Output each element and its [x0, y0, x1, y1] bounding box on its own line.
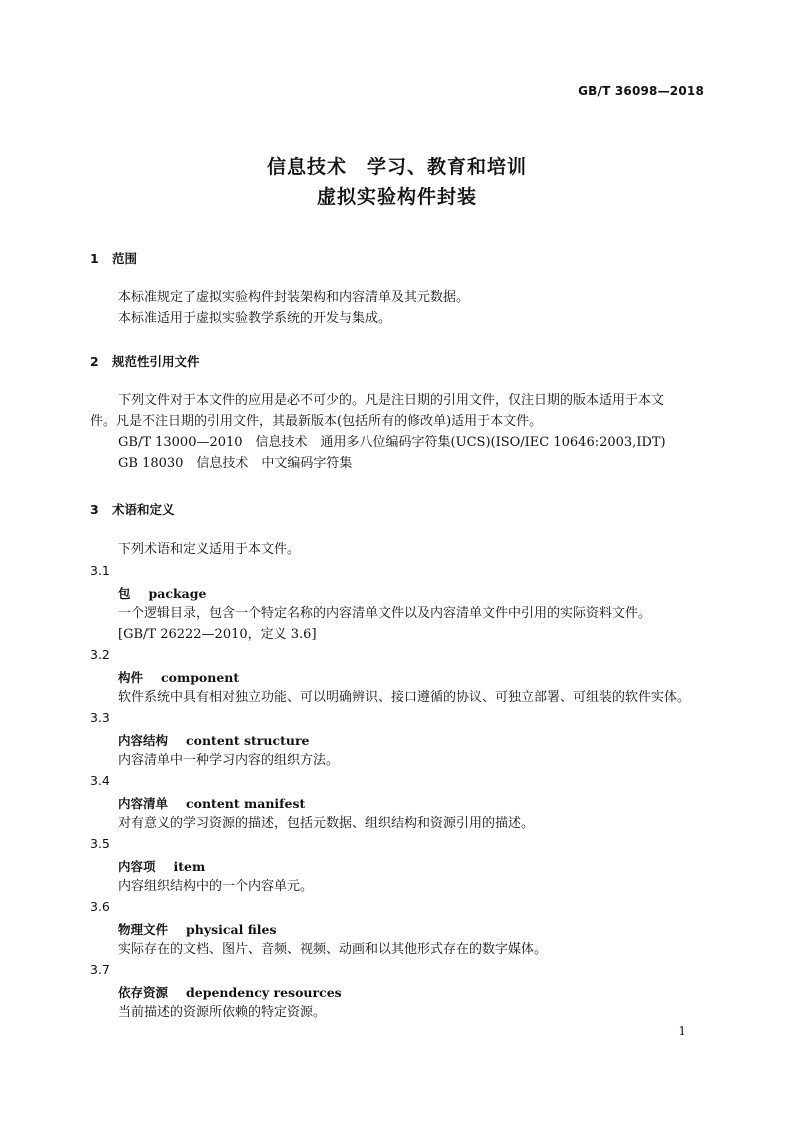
term-definition: 内容组织结构中的一个内容单元。: [118, 879, 314, 894]
term-heading: [118, 584, 206, 602]
term-en: physical files: [186, 922, 277, 937]
term-definition: 对有意义的学习资源的描述，包括元数据、组织结构和资源引用的描述。: [118, 816, 535, 831]
standard-code: GB/T 36098—2018: [578, 84, 704, 98]
term-en: dependency resources: [186, 985, 342, 1000]
term-en: content structure: [186, 733, 310, 748]
term-definition: 当前描述的资源所依赖的特定资源。: [118, 1005, 327, 1020]
term-zh: 构件: [118, 670, 144, 685]
document-title-line1: 信息技术 学习、教育和培训: [266, 156, 527, 178]
term-en: content manifest: [186, 796, 306, 811]
section-heading-terms: [90, 500, 175, 518]
term-zh: 包: [118, 586, 131, 601]
term-zh: 内容项: [118, 859, 156, 874]
section-number: 2: [90, 354, 99, 369]
term-zh: 内容结构: [118, 733, 169, 748]
paragraph: 下列术语和定义适用于本文件。: [118, 542, 301, 557]
reference-item: GB/T 13000—2010 信息技术 通用多八位编码字符集(UCS)(ISO/IEC 10646:2003,IDT): [118, 435, 666, 450]
term-definition: 实际存在的文档、图片、音频、视频、动画和以其他形式存在的数字媒体。: [118, 942, 548, 957]
paragraph-line: 件。凡是不注日期的引用文件，其最新版本(包括所有的修改单)适用于本文件。: [90, 414, 543, 429]
term-definition: 内容清单中一种学习内容的组织方法。: [118, 753, 340, 768]
paragraph: 本标准规定了虚拟实验构件封装架构和内容清单及其元数据。: [118, 290, 470, 305]
term-zh: 内容清单: [118, 796, 169, 811]
paragraph: 本标准适用于虚拟实验教学系统的开发与集成。: [118, 311, 392, 326]
term-number: 3.2: [90, 647, 110, 662]
term-zh: 物理文件: [118, 922, 169, 937]
term-definition: 一个逻辑目录，包含一个特定名称的内容清单文件以及内容清单文件中引用的实际资料文件。: [118, 606, 652, 621]
term-heading: [118, 920, 277, 938]
term-heading: [118, 983, 342, 1001]
section-title: 规范性引用文件: [112, 354, 200, 369]
term-en: component: [161, 670, 240, 685]
term-heading: [118, 668, 239, 686]
term-en: item: [173, 859, 206, 874]
section-title: 范围: [112, 251, 138, 266]
term-number: 3.4: [90, 773, 110, 788]
section-number: 3: [90, 502, 99, 517]
term-heading: [118, 857, 205, 875]
reference-item: GB 18030 信息技术 中文编码字符集: [118, 456, 353, 471]
term-heading: [118, 731, 310, 749]
paragraph-line: 下列文件对于本文件的应用是必不可少的。凡是注日期的引用文件，仅注日期的版本适用于本文: [118, 393, 665, 408]
term-number: 3.6: [90, 899, 110, 914]
term-number: 3.3: [90, 710, 110, 725]
document-title-line2: 虚拟实验构件封装: [316, 186, 477, 208]
term-en: package: [148, 586, 207, 601]
section-heading-scope: [90, 249, 137, 267]
section-title: 术语和定义: [112, 502, 175, 517]
section-number: 1: [90, 251, 99, 266]
term-number: 3.5: [90, 836, 110, 851]
section-heading-normative-references: [90, 352, 200, 370]
term-number: 3.7: [90, 962, 110, 977]
term-definition: 软件系统中具有相对独立功能、可以明确辨识、接口遵循的协议、可独立部署、可组装的软件实体。: [118, 690, 691, 705]
term-number: 3.1: [90, 563, 110, 578]
term-heading: [118, 794, 305, 812]
term-source: [GB/T 26222—2010，定义 3.6]: [118, 627, 317, 642]
page-number: 1: [678, 1024, 686, 1038]
term-zh: 依存资源: [118, 985, 169, 1000]
